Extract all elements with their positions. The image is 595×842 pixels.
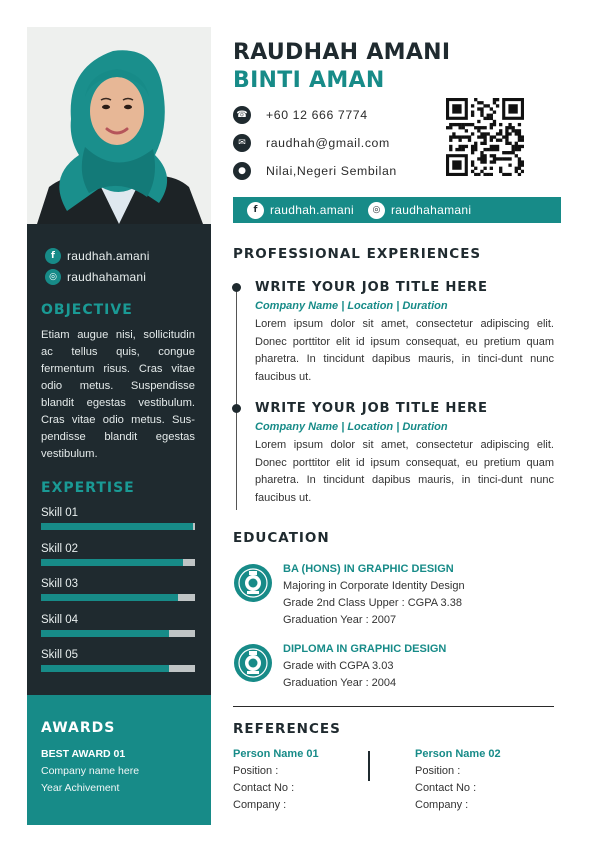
job-entry [255, 401, 554, 507]
band-instagram-handle[interactable]: raudhahamani [390, 203, 472, 217]
education-entry [283, 643, 553, 694]
social-band [233, 197, 561, 223]
degree-title: BA (HONS) IN GRAPHIC DESIGN [283, 563, 454, 575]
education-line: Grade with CGPA 3.03 [283, 660, 394, 672]
email-icon: ✉ [233, 134, 251, 152]
reference-position: Position : [233, 765, 279, 777]
qr-code[interactable] [446, 98, 524, 176]
reference-separator [368, 751, 370, 781]
education-line: Majoring in Corporate Identity Design [283, 580, 465, 592]
skill-item [41, 649, 195, 685]
job-description: Lorem ipsum dolor sit amet, consectetur adipiscing elit. Donec porttitor elit id ipsum consequat, eu pretium quam pharetra. In tincidunt dapibus mauris, in tinci-dunt nunc faucibus ut. [255, 439, 554, 504]
skill-label: Skill 02 [41, 542, 79, 555]
skill-item [41, 614, 195, 650]
awards-panel [27, 695, 211, 825]
name-line-2: BINTI AMAN [233, 68, 385, 93]
skill-item [41, 578, 195, 614]
reference-company: Company : [233, 799, 287, 811]
award-name: BEST AWARD 01 [41, 748, 126, 760]
phone-text: +60 12 666 7774 [266, 108, 368, 122]
job-description: Lorem ipsum dolor sit amet, consectetur adipiscing elit. Donec porttitor elit id ipsum consequat, eu pretium quam pharetra. In tincidunt dapibus mauris, in tinci-dunt nunc faucibus ut. [255, 318, 554, 383]
university-seal-icon [233, 563, 273, 603]
facebook-icon: f [247, 202, 264, 219]
university-seal-icon [233, 643, 273, 683]
sidebar-facebook-handle: raudhah.amani [67, 248, 150, 263]
facebook-icon: f [45, 248, 61, 264]
skills-list [41, 507, 195, 685]
skill-label: Skill 01 [41, 507, 79, 519]
skill-item [41, 507, 195, 543]
skill-bar-fill [41, 523, 193, 530]
skill-label: Skill 04 [41, 613, 79, 626]
skill-bar-track [41, 523, 195, 530]
instagram-icon: ◎ [45, 269, 61, 285]
timeline-dot [232, 283, 241, 292]
skill-bar-fill [41, 630, 169, 637]
section-divider [233, 706, 554, 707]
skill-bar-track [41, 594, 195, 601]
job-company: Company Name | Location | Duration [255, 421, 448, 433]
experience-heading: PROFESSIONAL EXPERIENCES [233, 246, 482, 262]
sidebar-facebook[interactable] [45, 245, 150, 266]
reference-entry [415, 748, 555, 816]
objective-heading: OBJECTIVE [41, 302, 133, 318]
objective-text: Etiam augue nisi, sollicitudin ac tellus quis, congue fermentum risus. Cras vitae odio metus. Suspendisse blandit egestas vestibulum. Cras vitae odio metus. Sus-pendisse blandit egestas vestibulum. [41, 329, 195, 460]
timeline-line [236, 288, 237, 510]
reference-name: Person Name 02 [415, 748, 501, 760]
reference-company: Company : [415, 799, 469, 811]
skill-item [41, 543, 195, 579]
reference-position: Position : [415, 765, 461, 777]
name-line-1: RAUDHAH AMANI [233, 40, 451, 65]
job-title: WRITE YOUR JOB TITLE HERE [255, 280, 488, 295]
reference-entry [233, 748, 373, 816]
job-title: WRITE YOUR JOB TITLE HERE [255, 401, 488, 416]
sidebar-instagram-handle: raudhahamani [67, 269, 147, 284]
expertise-heading: EXPERTISE [41, 480, 135, 496]
job-entry [255, 280, 554, 386]
references-heading: REFERENCES [233, 721, 341, 737]
reference-contact: Contact No : [233, 782, 295, 794]
skill-label: Skill 05 [41, 649, 79, 661]
reference-name: Person Name 01 [233, 748, 319, 760]
contact-location [233, 162, 397, 180]
instagram-icon: ◎ [368, 202, 385, 219]
sidebar-instagram[interactable] [45, 266, 150, 287]
email-text: raudhah@gmail.com [266, 136, 390, 150]
job-company: Company Name | Location | Duration [255, 300, 448, 312]
education-entry [283, 563, 553, 631]
reference-contact: Contact No : [415, 782, 477, 794]
timeline-dot [232, 404, 241, 413]
degree-title: DIPLOMA IN GRAPHIC DESIGN [283, 643, 447, 655]
location-pin-icon: ● [233, 162, 251, 180]
award-year: Year Achivement [41, 782, 120, 794]
skill-bar-track [41, 665, 195, 672]
education-heading: EDUCATION [233, 530, 330, 546]
awards-heading: AWARDS [41, 720, 116, 736]
skill-bar-fill [41, 559, 183, 566]
contact-email[interactable] [233, 134, 390, 152]
profile-photo [27, 27, 211, 224]
education-line: Graduation Year : 2007 [283, 614, 397, 626]
education-line: Grade 2nd Class Upper : CGPA 3.38 [283, 597, 462, 609]
location-text: Nilai,Negeri Sembilan [266, 164, 397, 178]
skill-bar-track [41, 630, 195, 637]
phone-icon: ☎ [233, 106, 251, 124]
skill-bar-track [41, 559, 195, 566]
sidebar-social [45, 245, 150, 287]
education-line: Graduation Year : 2004 [283, 677, 397, 689]
skill-bar-fill [41, 665, 169, 672]
award-company: Company name here [41, 765, 140, 777]
contact-phone[interactable] [233, 106, 368, 124]
skill-bar-fill [41, 594, 178, 601]
band-facebook-handle[interactable]: raudhah.amani [270, 203, 354, 217]
skill-label: Skill 03 [41, 578, 79, 590]
